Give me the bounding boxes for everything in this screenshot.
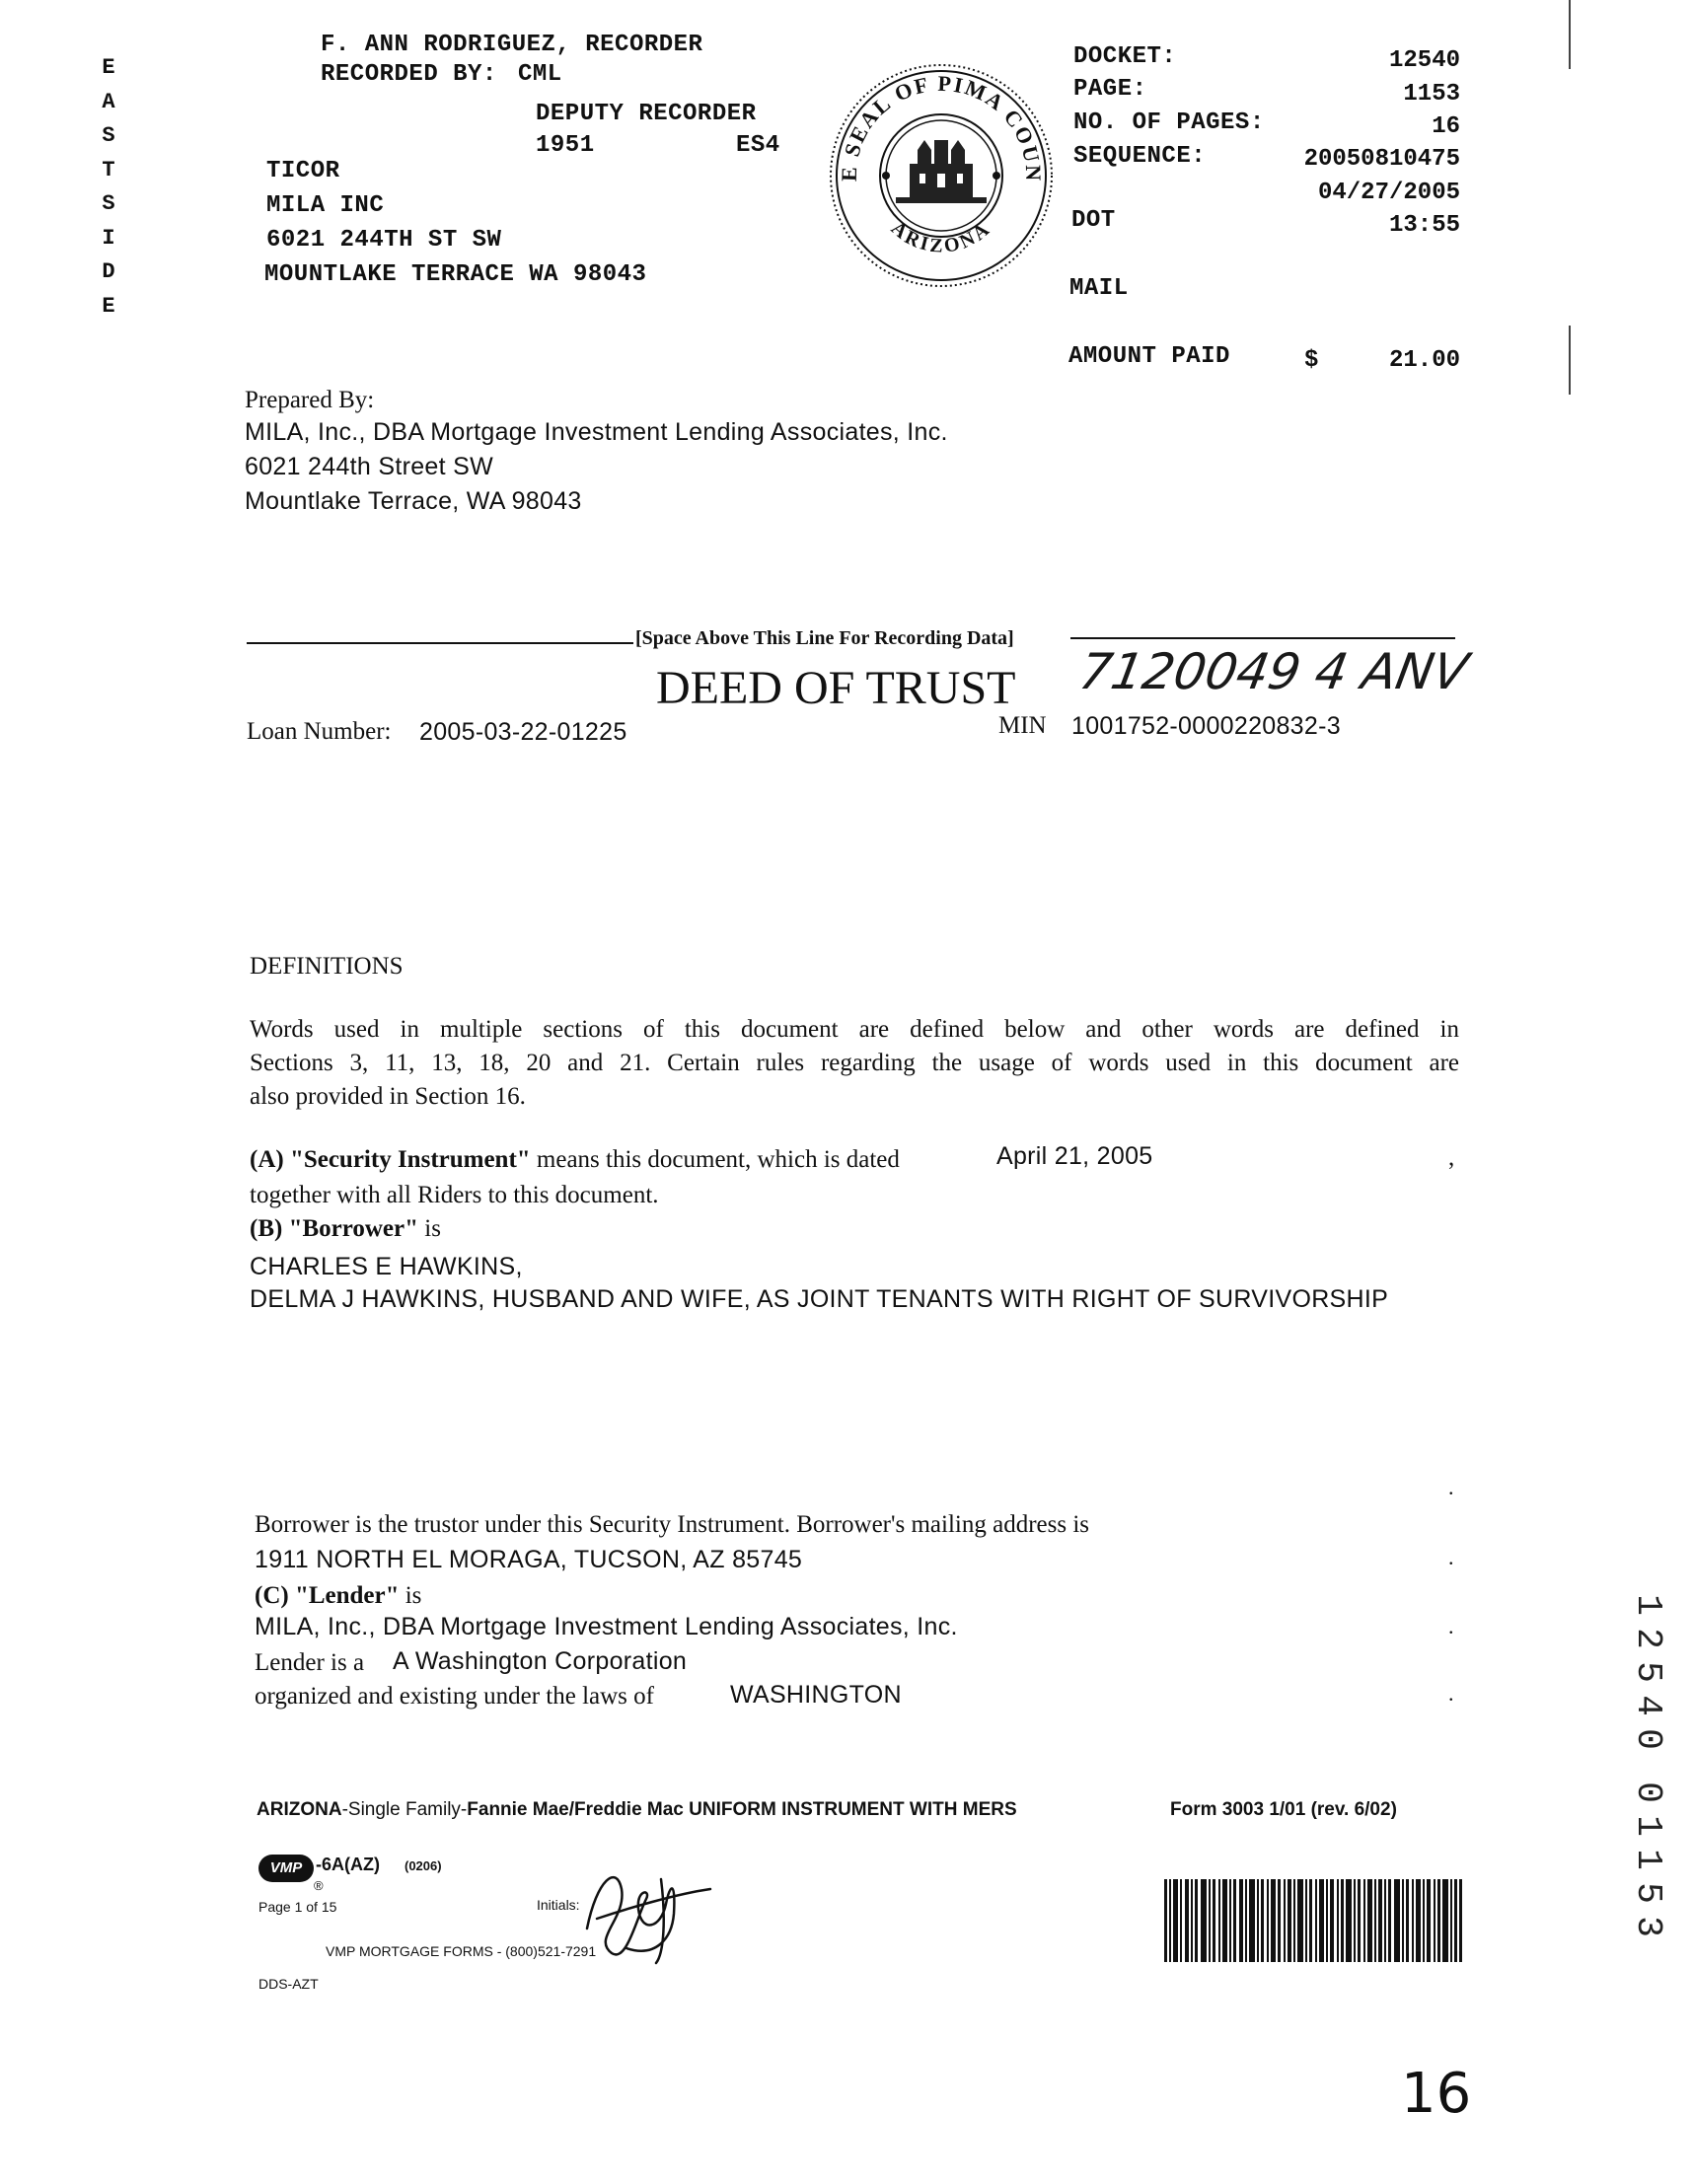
- definition-b-text: is: [424, 1215, 441, 1242]
- definitions-heading: DEFINITIONS: [250, 953, 404, 980]
- bates-digit: 3: [1628, 1916, 1668, 1937]
- definition-b: [250, 1211, 441, 1246]
- vmp-forms-line: VMP MORTGAGE FORMS - (800)521-7291: [326, 1943, 597, 1959]
- definition-c-text: is: [405, 1582, 422, 1609]
- bates-digit: 0: [1628, 1782, 1668, 1803]
- borrower-name: DELMA J HAWKINS, HUSBAND AND WIFE, AS JOINT TENANTS WITH RIGHT OF SURVIVORSHIP: [250, 1285, 1389, 1313]
- seal-bottom-text: ARIZONA: [886, 217, 996, 257]
- sequence-label: SEQUENCE:: [1073, 143, 1207, 170]
- page-info: Page 1 of 15: [258, 1899, 337, 1915]
- docket-value: 12540: [1388, 47, 1460, 74]
- recording-time: 13:55: [1388, 212, 1460, 239]
- lender-is-label: Lender is a: [255, 1649, 365, 1676]
- eastside-letter: A: [102, 89, 115, 114]
- eastside-letter: S: [102, 123, 115, 148]
- handwritten-page-mark: 16: [1401, 2062, 1472, 2126]
- footer-form-line: [257, 1799, 1017, 1821]
- prepared-by-label: Prepared By:: [245, 387, 375, 413]
- recorded-by-value: CML: [518, 61, 562, 88]
- definition-c-term: (C) "Lender": [255, 1582, 400, 1609]
- eastside-stamp: [95, 51, 122, 324]
- lender-name: MILA, Inc., DBA Mortgage Investment Lending Associates, Inc.: [255, 1613, 958, 1640]
- amount-currency: $: [1304, 347, 1319, 374]
- recording-date: 04/27/2005: [1317, 180, 1460, 206]
- eastside-letter: S: [102, 191, 115, 216]
- document-title: DEED OF TRUST: [656, 662, 1016, 714]
- definition-a-continuation: together with all Riders to this document.: [250, 1182, 659, 1208]
- bates-digit: 5: [1628, 1882, 1668, 1904]
- definitions-intro-line: Sections 3, 11, 13, 18, 20 and 21. Certain rules regarding the usage of words used in this document are: [250, 1050, 1459, 1076]
- line-dot: .: [1448, 1475, 1454, 1499]
- scan-edge-mark: [1569, 0, 1571, 69]
- station-code: ES4: [736, 132, 780, 159]
- security-instrument-date: April 21, 2005: [996, 1142, 1153, 1170]
- eastside-letter: I: [102, 225, 115, 251]
- organized-under-label: organized and existing under the laws of: [255, 1683, 654, 1710]
- return-to-line: 6021 244TH ST SW: [266, 227, 502, 254]
- pages-value: 16: [1432, 113, 1460, 140]
- eastside-letter: T: [102, 157, 115, 182]
- definitions-intro-line: Words used in multiple sections of this document are defined below and other words are defined in: [250, 1016, 1459, 1043]
- bates-digit: 1: [1628, 1849, 1668, 1870]
- loan-number-label: Loan Number:: [247, 718, 392, 745]
- definition-c: [255, 1578, 421, 1613]
- sequence-value: 20050810475: [1303, 146, 1460, 173]
- line-dot: .: [1448, 1545, 1454, 1569]
- bates-digit: 1: [1628, 1815, 1668, 1837]
- min-label: MIN: [998, 712, 1047, 739]
- page-value: 1153: [1403, 81, 1460, 108]
- bates-digit: 1: [1628, 1594, 1668, 1616]
- amount-paid-value: 21.00: [1388, 347, 1460, 374]
- pages-label: NO. OF PAGES:: [1073, 109, 1265, 136]
- lender-state: WASHINGTON: [730, 1681, 902, 1709]
- return-to-line: MOUNTLAKE TERRACE WA 98043: [264, 261, 647, 288]
- min-value: 1001752-0000220832-3: [1071, 712, 1341, 740]
- borrower-mailing-address: 1911 NORTH EL MORAGA, TUCSON, AZ 85745: [255, 1546, 803, 1573]
- recorder-line: F. ANN RODRIGUEZ, RECORDER: [321, 32, 703, 58]
- bates-digit: 2: [1628, 1628, 1668, 1649]
- definition-a-term: (A) "Security Instrument": [250, 1146, 531, 1173]
- mail-label: MAIL: [1069, 275, 1129, 302]
- prepared-by-line: Mountlake Terrace, WA 98043: [245, 487, 582, 515]
- definition-a-text: means this document, which is dated: [536, 1146, 900, 1173]
- amount-paid-label: AMOUNT PAID: [1068, 343, 1230, 370]
- bates-digit: 5: [1628, 1661, 1668, 1683]
- seal-graphic: [827, 61, 1056, 290]
- lender-entity-type: A Washington Corporation: [393, 1647, 688, 1675]
- definition-a-comma: ,: [1448, 1144, 1455, 1171]
- bates-digit: 4: [1628, 1695, 1668, 1716]
- dot-label: DOT: [1071, 207, 1116, 234]
- recording-data-caption: [Space Above This Line For Recording Data]: [635, 627, 1014, 649]
- definition-a: [250, 1142, 900, 1177]
- deputy-number: 1951: [536, 132, 595, 159]
- eastside-letter: E: [102, 293, 115, 319]
- prepared-by-line: MILA, Inc., DBA Mortgage Investment Lending Associates, Inc.: [245, 418, 948, 446]
- footer-fannie: Fannie Mae/Freddie Mac UNIFORM INSTRUMENT WITH MERS: [467, 1799, 1017, 1820]
- definition-b-term: (B) "Borrower": [250, 1215, 418, 1242]
- scan-edge-mark: [1569, 326, 1571, 395]
- barcode: [1164, 1879, 1462, 1962]
- deputy-recorder: DEPUTY RECORDER: [536, 101, 757, 127]
- dds-code: DDS-AZT: [258, 1976, 319, 1992]
- registered-mark: ®: [314, 1878, 324, 1893]
- svg-text:ARIZONA: [887, 217, 995, 257]
- page-label: PAGE:: [1073, 76, 1147, 103]
- recording-rule-right: [1070, 637, 1455, 639]
- footer-form-number: Form 3003 1/01 (rev. 6/02): [1170, 1799, 1397, 1820]
- recorded-by-label: RECORDED BY:: [321, 61, 497, 88]
- recording-rule-left: [247, 642, 633, 644]
- trustor-statement: Borrower is the trustor under this Security Instrument. Borrower's mailing address is: [255, 1511, 1090, 1538]
- footer-state: ARIZONA: [257, 1799, 342, 1820]
- initials-label: Initials:: [537, 1897, 580, 1913]
- loan-number-value: 2005-03-22-01225: [419, 718, 627, 746]
- definitions-intro-line: also provided in Section 16.: [250, 1083, 526, 1110]
- seal-top-text: E SEAL OF PIMA COUN: [836, 70, 1047, 183]
- eastside-letter: D: [102, 259, 115, 284]
- county-seal: [827, 61, 1056, 290]
- bates-digit: 0: [1628, 1728, 1668, 1750]
- return-to-line: MILA INC: [266, 192, 385, 219]
- docket-label: DOCKET:: [1073, 43, 1177, 70]
- return-to-line: TICOR: [266, 158, 340, 184]
- prepared-by-line: 6021 244th Street SW: [245, 453, 493, 480]
- line-dot: .: [1448, 1681, 1454, 1706]
- handwritten-reference: 7120049 4 ANV: [1074, 643, 1473, 700]
- borrower-name: CHARLES E HAWKINS,: [250, 1253, 523, 1280]
- line-dot: .: [1448, 1614, 1454, 1638]
- form-code: -6A(AZ): [316, 1855, 380, 1874]
- vmp-logo: VMP: [258, 1855, 314, 1882]
- footer-single-family: -Single Family-: [341, 1799, 468, 1820]
- form-code-date: (0206): [405, 1858, 442, 1873]
- eastside-letter: E: [102, 55, 115, 80]
- bates-number: [1628, 1588, 1667, 1943]
